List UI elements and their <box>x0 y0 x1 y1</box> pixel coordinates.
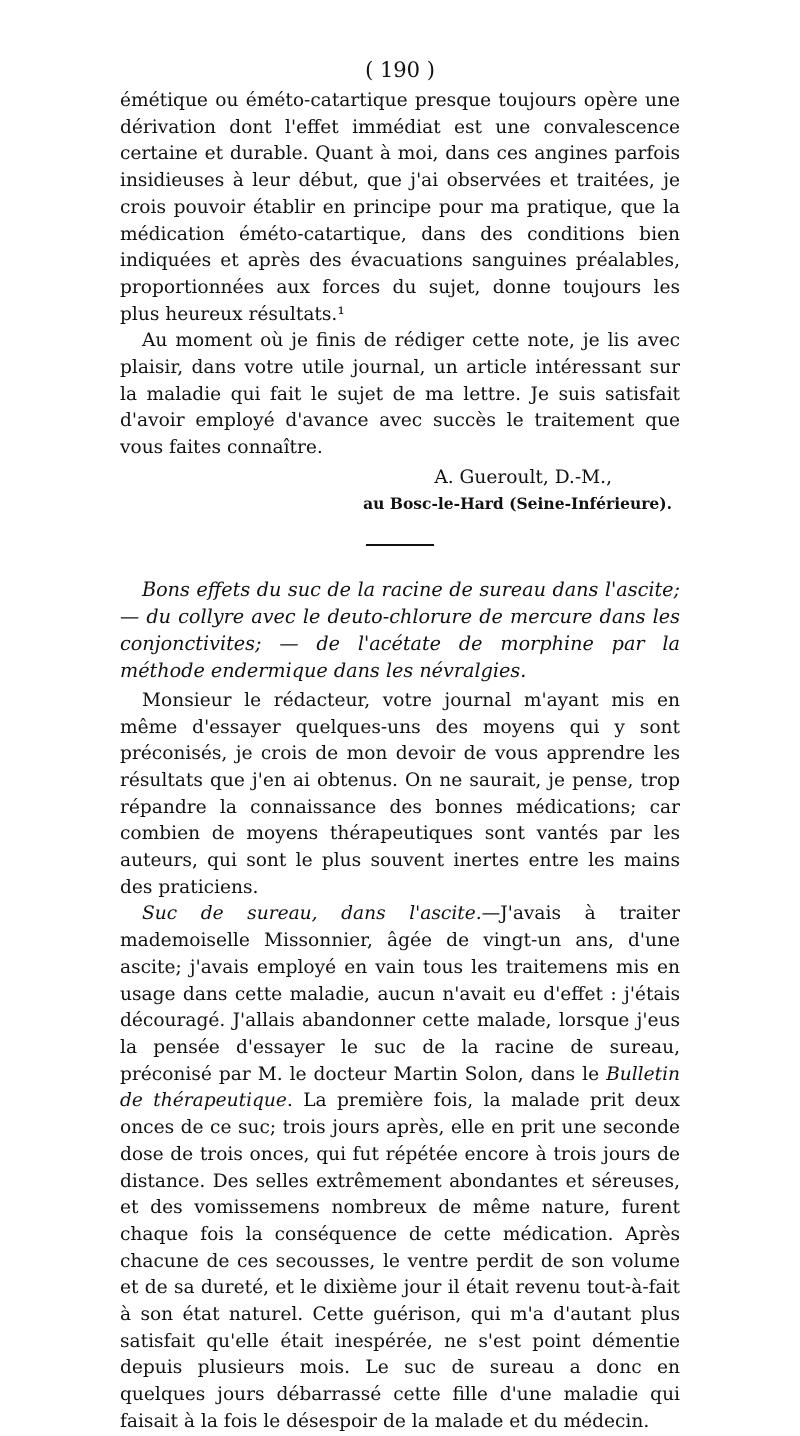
page <box>120 58 680 1436</box>
signature-name: A. Gueroult, D.-M., <box>434 466 612 488</box>
paragraph-sureau-text2: . La première fois, la malade prit deux onces de ce suc; trois jours après, elle en prit une seconde dose de trois onces, qui fut répétée encore à trois jours de distance. Des selles extrêmement abondantes et séreuses, et des vomissemens nombreux de même nature, furent chaque fois la conséquence de cette médication. Après chacune de ces secousses, le ventre perdit de son volume et de sa dureté, et le dixième jour il était revenu tout-à-fait à son état naturel. Cette guérison, qui m'a d'autant plus satisfait qu'elle était inespérée, ne s'est point démentie depuis plusieurs mois. Le suc de sureau a donc en quelques jours débarrassé cette fille d'une maladie qui faisait à la fois le désespoir de la malade et du médecin. <box>120 1090 680 1432</box>
paragraph-intro: Monsieur le rédacteur, votre journal m'ayant mis en même d'essayer quelques-uns des moyens qui y sont préconisés, je crois de mon devoir de vous apprendre les résultats que j'en ai obtenus. On ne saurait, je pense, trop répandre la connaissance des bonnes médications; car combien de moyens thérapeutiques sont vantés par les auteurs, qui sont le plus souvent inertes entre les mains des praticiens. <box>120 689 680 898</box>
paragraph-continuation: émétique ou éméto-catartique presque toujours opère une dérivation dont l'effet immédiat est une convalescence certaine et durable. Quant à moi, dans ces angines parfois insidieuses à leur début, que j'ai observées et traitées, je crois pouvoir établir en principe pour ma pratique, que la médication éméto-catartique, dans des conditions bien indiquées et après des évacuations sanguines préalables, proportionnées aux forces du sujet, donne toujours les plus heureux résultats.¹ <box>120 90 680 325</box>
section-divider <box>366 544 434 546</box>
paragraph-sureau <box>120 901 680 1435</box>
paragraph-note: Au moment où je finis de rédiger cette note, je lis avec plaisir, dans votre utile journal, un article intéressant sur la maladie qui fait le sujet de ma lettre. Je suis satisfait d'avoir employé d'avance avec succès le traitement que vous faites connaître. <box>120 330 680 459</box>
journal-title: Bulletin de thérapeutique <box>120 1063 680 1112</box>
page-number: ( 190 ) <box>365 58 435 82</box>
section-lead: Suc de sureau, dans l'ascite. <box>142 903 482 925</box>
article-title: Bons effets du suc de la racine de sureau dans l'ascite; — du collyre avec le deuto-chlorure de mercure dans les conjonctivites; — de l'acétate de morphine par la méthode endermique dans les névralgies. <box>120 577 680 682</box>
paragraph-sureau-text1: —J'avais à traiter mademoiselle Missonnier, âgée de vingt-un ans, d'une ascite; j'avais employé en vain tous les traitemens mis en usage dans cette maladie, aucun n'avait eu d'effet : j'étais découragé. J'allais abandonner cette malade, lorsque j'eus la pensée d'essayer le suc de la racine de sureau, préconisé par M. le docteur Martin Solon, dans le <box>120 903 680 1085</box>
signature-place: au Bosc-le-Hard (Seine-Inférieure). <box>363 493 672 513</box>
